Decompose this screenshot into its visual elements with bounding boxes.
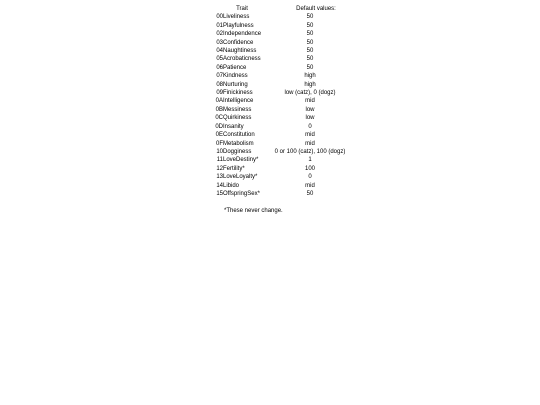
trait-name: Playfulness bbox=[223, 22, 254, 29]
trait-code: 0D bbox=[215, 123, 223, 130]
traits-table-body bbox=[213, 13, 349, 198]
trait-code: 05 bbox=[216, 56, 223, 63]
trait-name: Insanity bbox=[223, 123, 244, 130]
trait-name: Naughtiness bbox=[223, 48, 257, 55]
trait-default-value: 50 bbox=[306, 14, 314, 21]
trait-default-value: high bbox=[304, 81, 316, 88]
trait-name: Patience bbox=[223, 64, 247, 71]
trait-default-value: mid bbox=[305, 98, 315, 105]
trait-default-value: 50 bbox=[306, 48, 314, 55]
trait-name: Independence bbox=[223, 31, 262, 38]
trait-code: 0A bbox=[215, 98, 223, 105]
trait-name: LoveLoyalty* bbox=[223, 174, 258, 181]
trait-default-value: high bbox=[304, 73, 316, 80]
table-row bbox=[213, 97, 349, 105]
trait-default-value: 50 bbox=[306, 56, 314, 63]
trait-code: 0F bbox=[215, 140, 223, 147]
table-row bbox=[213, 81, 349, 89]
table-row bbox=[213, 13, 349, 21]
table-row bbox=[213, 165, 349, 173]
trait-default-value: 50 bbox=[306, 190, 314, 197]
trait-name: OffspringSex* bbox=[223, 190, 260, 197]
table-row bbox=[213, 30, 349, 38]
trait-code: 03 bbox=[216, 39, 223, 46]
table-row bbox=[213, 148, 349, 156]
trait-default-value: 100 bbox=[304, 165, 315, 172]
trait-code: 10 bbox=[216, 148, 223, 155]
trait-name: Constitution bbox=[223, 132, 255, 139]
trait-name: Acrobaticness bbox=[223, 56, 261, 63]
trait-code: 0C bbox=[215, 115, 223, 122]
trait-code: 02 bbox=[216, 31, 223, 38]
trait-default-value: 50 bbox=[306, 39, 314, 46]
trait-name: Quirkiness bbox=[223, 115, 252, 122]
trait-name: Finickiness bbox=[223, 90, 253, 97]
table-row bbox=[213, 106, 349, 114]
trait-code: 04 bbox=[216, 48, 223, 55]
trait-name: Liveliness bbox=[223, 14, 250, 21]
trait-code: 07 bbox=[216, 73, 223, 80]
trait-default-value: 0 bbox=[308, 123, 312, 130]
table-row bbox=[213, 89, 349, 97]
trait-default-value: low (catz), 0 (dogz) bbox=[284, 90, 336, 97]
trait-name: Kindness bbox=[223, 73, 248, 80]
trait-default-value: 0 or 100 (catz), 100 (dogz) bbox=[274, 148, 346, 155]
trait-default-value: mid bbox=[305, 140, 315, 147]
trait-code: 09 bbox=[216, 90, 223, 97]
trait-default-value: 1 bbox=[308, 157, 312, 164]
footnote: *These never change. bbox=[224, 208, 283, 214]
table-header-row bbox=[213, 5, 349, 13]
table-row bbox=[213, 55, 349, 63]
trait-name: LoveDestiny* bbox=[223, 157, 259, 164]
trait-code: 01 bbox=[216, 22, 223, 29]
trait-default-value: 50 bbox=[306, 64, 314, 71]
table-row bbox=[213, 131, 349, 139]
header-default-values: Default values: bbox=[296, 6, 336, 12]
table-row bbox=[213, 140, 349, 148]
trait-code: 06 bbox=[216, 64, 223, 71]
table-row bbox=[213, 47, 349, 55]
table-row bbox=[213, 156, 349, 164]
trait-name: Nurturing bbox=[223, 81, 248, 88]
table-row bbox=[213, 182, 349, 190]
table-row bbox=[213, 123, 349, 131]
trait-code: 00 bbox=[216, 14, 223, 21]
trait-code: 08 bbox=[216, 81, 223, 88]
trait-code: 12 bbox=[216, 165, 223, 172]
trait-default-value: 50 bbox=[306, 31, 314, 38]
trait-default-value: low bbox=[305, 106, 315, 113]
table-row bbox=[213, 173, 349, 181]
trait-code: 0B bbox=[215, 106, 223, 113]
table-row bbox=[213, 22, 349, 30]
trait-code: 0E bbox=[215, 132, 223, 139]
trait-default-value: low bbox=[305, 115, 315, 122]
trait-name: Fertility* bbox=[223, 165, 245, 172]
trait-code: 11 bbox=[216, 157, 223, 164]
table-row bbox=[213, 114, 349, 122]
table-row bbox=[213, 72, 349, 80]
trait-name: Dogginess bbox=[223, 148, 252, 155]
header-trait: Trait bbox=[236, 6, 248, 12]
trait-name: Metabolism bbox=[223, 140, 254, 147]
table-row bbox=[213, 39, 349, 47]
trait-code: 13 bbox=[216, 174, 223, 181]
trait-name: Messiness bbox=[223, 106, 252, 113]
trait-code: 15 bbox=[216, 190, 223, 197]
trait-name: Intelligence bbox=[223, 98, 254, 105]
trait-default-value: 50 bbox=[306, 22, 314, 29]
trait-name: Libido bbox=[223, 182, 240, 189]
trait-name: Confidence bbox=[223, 39, 254, 46]
trait-default-value: mid bbox=[305, 182, 315, 189]
table-row bbox=[213, 190, 349, 198]
trait-default-value: mid bbox=[305, 132, 315, 139]
trait-code: 14 bbox=[216, 182, 223, 189]
traits-table bbox=[213, 5, 349, 198]
trait-default-value: 0 bbox=[308, 174, 312, 181]
table-row bbox=[213, 64, 349, 72]
